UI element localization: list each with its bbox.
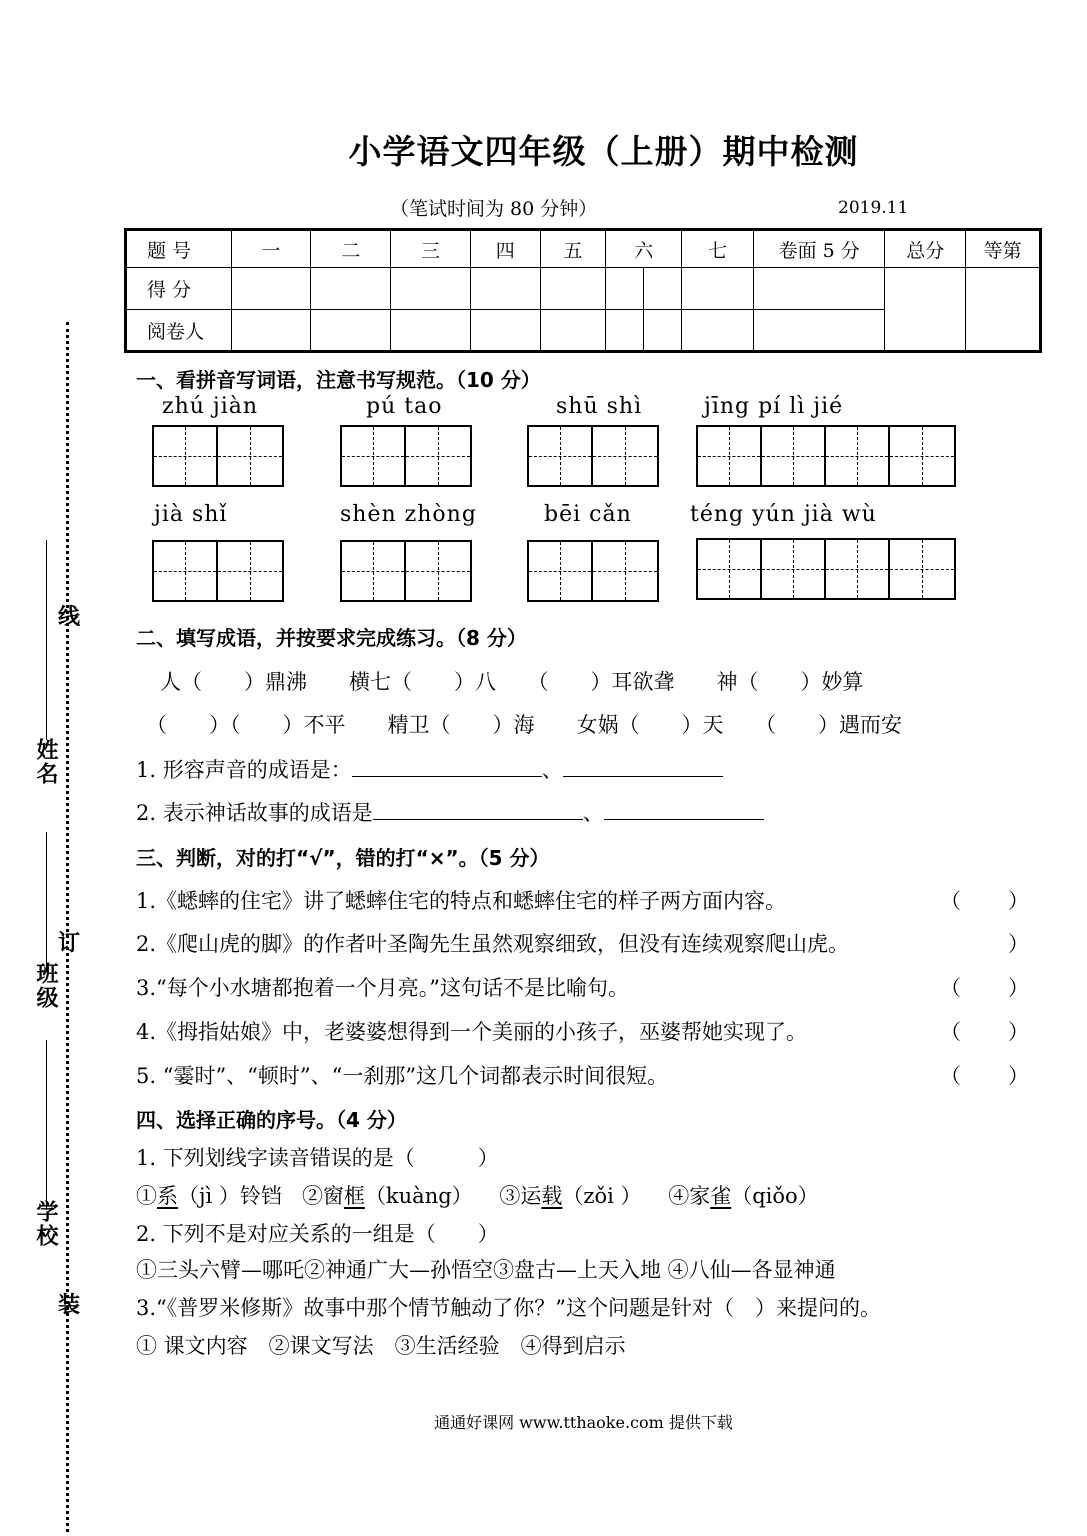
- idiom-row-2: （ ）（ ）不平 精卫（ ）海 女娲（ ）天 （ ）遇而安: [146, 713, 902, 737]
- grader-cell[interactable]: [540, 310, 606, 352]
- score-cell[interactable]: [540, 268, 606, 310]
- answer-blank[interactable]: [604, 801, 764, 820]
- writing-grid[interactable]: [696, 425, 956, 487]
- grader-cell[interactable]: [644, 310, 682, 352]
- score-cell[interactable]: [644, 268, 682, 310]
- answer-blank[interactable]: [373, 801, 583, 820]
- judge-item-5: 5. “霎时”、“顿时”、“一刹那”这几个词都表示时间很短。: [136, 1064, 669, 1088]
- score-cell[interactable]: [311, 268, 391, 310]
- grader-cell[interactable]: [311, 310, 391, 352]
- choice-question-1: 1. 下列划线字读音错误的是（ ）: [136, 1146, 499, 1170]
- score-table: [124, 228, 1042, 353]
- pinyin-5: jià shǐ: [154, 502, 228, 527]
- header-cell: 等第: [966, 230, 1041, 268]
- answer-paren-open: （: [940, 976, 961, 1000]
- writing-grid[interactable]: [152, 425, 284, 487]
- score-cell[interactable]: [391, 268, 471, 310]
- pinyin-6: shèn zhòng: [340, 502, 477, 527]
- judge-item-1: 1.《蟋蟀的住宅》讲了蟋蟀住宅的特点和蟋蟀住宅的样子两方面内容。: [136, 889, 787, 913]
- pinyin-8: téng yún jià wù: [690, 502, 877, 527]
- score-cell[interactable]: [753, 268, 885, 310]
- pinyin-3: shū shì: [556, 394, 643, 419]
- footer-credit: 通通好课网 www.tthaoke.com 提供下载: [434, 1413, 733, 1432]
- xian-mark: 线: [58, 605, 81, 630]
- header-cell: 六: [606, 230, 682, 268]
- section1-title: 一、看拼音写词语，注意书写规范。（10 分）: [136, 368, 541, 392]
- header-cell: 总分: [885, 230, 966, 268]
- grader-cell[interactable]: [231, 310, 311, 352]
- score-row-label: 得 分: [126, 268, 232, 310]
- school-label: 学校: [33, 1200, 58, 1248]
- answer-paren-open: （: [940, 1064, 961, 1088]
- zhuang-mark: 装: [58, 1293, 81, 1318]
- answer-paren-close: ）: [1008, 976, 1029, 1000]
- total-cell[interactable]: [885, 268, 966, 352]
- header-cell: 二: [311, 230, 391, 268]
- writing-grid[interactable]: [340, 425, 472, 487]
- idiom-row-1: 人（ ）鼎沸 横七（ ）八 （ ）耳欲聋 神（ ）妙算: [160, 670, 864, 694]
- choice-options-1: ①系（jì ）铃铛 ②窗框（kuàng） ③运载（zǒi ） ④家雀（qiǒo）: [136, 1184, 819, 1208]
- score-cell[interactable]: [606, 268, 644, 310]
- header-cell: 七: [682, 230, 754, 268]
- writing-grid[interactable]: [152, 540, 284, 602]
- header-cell: 卷面 5 分: [753, 230, 885, 268]
- writing-grid[interactable]: [696, 538, 956, 600]
- grader-cell[interactable]: [682, 310, 754, 352]
- grader-cell[interactable]: [606, 310, 644, 352]
- header-cell: 四: [470, 230, 540, 268]
- section3-title: 三、判断，对的打“√”，错的打“×”。（5 分）: [136, 846, 550, 870]
- header-cell: 五: [540, 230, 606, 268]
- answer-paren-close: ）: [1008, 932, 1029, 956]
- choice-options-2: ①三头六臂—哪吒②神通广大—孙悟空③盘古—上天入地 ④八仙—各显神通: [136, 1258, 836, 1282]
- judge-item-3: 3.“每个小水塘都抱着一个月亮。”这句话不是比喻句。: [136, 976, 630, 1000]
- score-cell[interactable]: [470, 268, 540, 310]
- score-cell[interactable]: [682, 268, 754, 310]
- pinyin-1: zhú jiàn: [162, 394, 259, 419]
- exam-date: 2019.11: [838, 198, 909, 218]
- header-cell: 一: [231, 230, 311, 268]
- exam-duration: （笔试时间为 80 分钟）: [390, 198, 598, 220]
- page-title: 小学语文四年级（上册）期中检测: [348, 132, 859, 171]
- writing-grid[interactable]: [340, 540, 472, 602]
- writing-grid[interactable]: [527, 425, 659, 487]
- idiom-question-2: 2. 表示神话故事的成语是 、: [136, 797, 764, 827]
- idiom-question-1: 1. 形容声音的成语是： 、: [136, 754, 723, 784]
- name-write-line: [46, 540, 47, 740]
- writing-grid[interactable]: [527, 540, 659, 602]
- answer-blank[interactable]: [352, 758, 542, 777]
- section2-title: 二、填写成语，并按要求完成练习。（8 分）: [136, 626, 527, 650]
- score-cell[interactable]: [231, 268, 311, 310]
- pinyin-2: pú tao: [366, 394, 443, 419]
- section4-title: 四、选择正确的序号。（4 分）: [136, 1108, 407, 1132]
- answer-paren-close: ）: [1008, 1064, 1029, 1088]
- answer-paren-close: ）: [1008, 889, 1029, 913]
- answer-paren-open: （: [940, 1020, 961, 1044]
- class-write-line: [46, 832, 47, 972]
- header-cell: 三: [391, 230, 471, 268]
- pinyin-7: bēi cǎn: [544, 502, 632, 527]
- answer-paren-open: （: [940, 889, 961, 913]
- grader-cell[interactable]: [470, 310, 540, 352]
- class-label: 班级: [33, 962, 58, 1010]
- answer-paren-close: ）: [1008, 1020, 1029, 1044]
- ding-mark: 订: [58, 931, 81, 956]
- header-cell: 题 号: [126, 230, 232, 268]
- grader-cell[interactable]: [391, 310, 471, 352]
- choice-options-3: ① 课文内容 ②课文写法 ③生活经验 ④得到启示: [136, 1334, 626, 1358]
- school-write-line: [46, 1040, 47, 1210]
- answer-blank[interactable]: [563, 758, 723, 777]
- judge-item-2: 2.《爬山虎的脚》的作者叶圣陶先生虽然观察细致，但没有连续观察爬山虎。: [136, 932, 850, 956]
- pinyin-4: jīng pí lì jié: [704, 394, 844, 419]
- grader-row-label: 阅卷人: [126, 310, 232, 352]
- choice-question-2: 2. 下列不是对应关系的一组是（ ）: [136, 1222, 499, 1246]
- name-label: 姓名: [33, 738, 58, 786]
- judge-item-4: 4.《拇指姑娘》中，老婆婆想得到一个美丽的小孩子，巫婆帮她实现了。: [136, 1020, 808, 1044]
- grade-cell[interactable]: [966, 268, 1041, 352]
- choice-question-3: 3.“《普罗米修斯》故事中那个情节触动了你？”这个问题是针对（ ）来提问的。: [136, 1296, 882, 1320]
- grader-cell[interactable]: [753, 310, 885, 352]
